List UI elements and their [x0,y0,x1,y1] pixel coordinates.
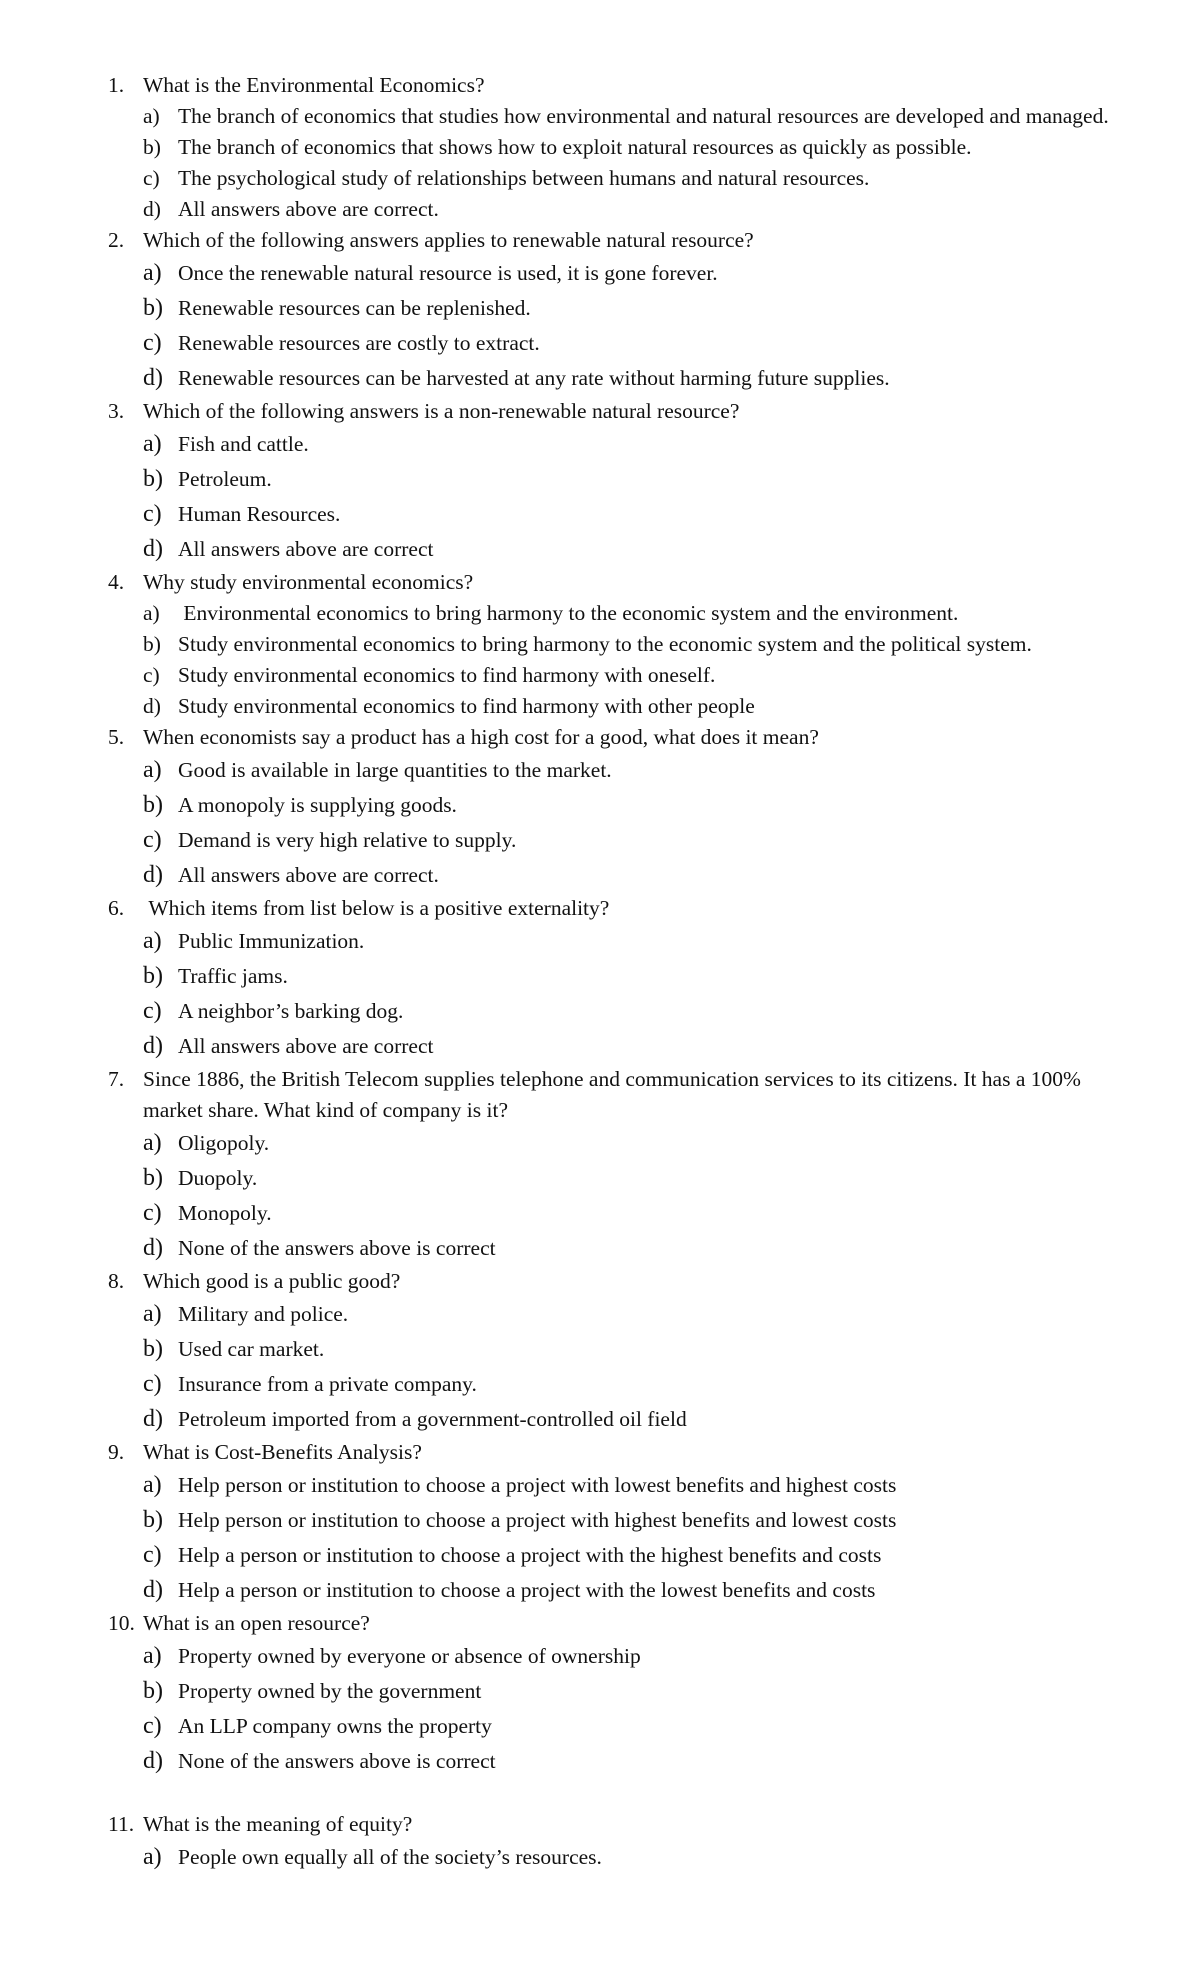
option-b [143,1503,1138,1538]
option-text: All answers above are correct [178,1034,434,1058]
option-text: Help a person or institution to choose a project with the highest benefits and costs [178,1543,882,1567]
option-text: None of the answers above is correct [178,1749,496,1773]
options-list [108,256,1138,396]
option-letter: d) [143,197,161,221]
question-line [108,1437,1138,1468]
option-text: Insurance from a private company. [178,1372,477,1396]
option-letter: b) [143,1336,163,1362]
question-line [108,567,1138,598]
option-c [143,1538,1138,1573]
question-number: 6. [108,896,125,920]
option-letter: c) [143,330,162,356]
option-d [143,691,1138,722]
option-letter: a) [143,1301,162,1327]
option-a [143,427,1138,462]
option-letter: b) [143,466,163,492]
option-letter: c) [143,663,160,687]
option-b [143,291,1138,326]
option-a [143,101,1138,132]
option-b [143,1332,1138,1367]
option-d [143,532,1138,567]
option-b [143,629,1138,660]
option-c [143,497,1138,532]
question-text: Which items from list below is a positive externality? [143,896,610,920]
option-text: Once the renewable natural resource is used, it is gone forever. [178,261,718,285]
question-4 [108,567,1138,722]
option-text: Help person or institution to choose a project with highest benefits and lowest costs [178,1508,897,1532]
options-list [108,924,1138,1064]
question-number: 8. [108,1269,125,1293]
option-letter: c) [143,1542,162,1568]
option-text: Help a person or institution to choose a project with the lowest benefits and costs [178,1578,876,1602]
option-text: Help person or institution to choose a project with lowest benefits and highest costs [178,1473,897,1497]
option-text: Military and police. [178,1302,349,1326]
option-d [143,1744,1138,1779]
question-number: 5. [108,725,125,749]
option-text: The branch of economics that studies how environmental and natural resources are developed and managed. [178,104,1109,128]
option-letter: d) [143,1033,163,1059]
question-line [108,1809,1138,1840]
option-letter: a) [143,1472,162,1498]
option-a [143,1840,1138,1875]
option-text: Fish and cattle. [178,432,309,456]
question-number: 3. [108,399,125,423]
option-c [143,163,1138,194]
option-d [143,194,1138,225]
option-letter: b) [143,295,163,321]
option-text: Renewable resources can be harvested at any rate without harming future supplies. [178,366,890,390]
options-list [108,1126,1138,1266]
option-letter: d) [143,1406,163,1432]
option-letter: b) [143,1165,163,1191]
question-text: What is Cost-Benefits Analysis? [143,1440,422,1464]
question-9 [108,1437,1138,1608]
options-list [108,427,1138,567]
option-a [143,1639,1138,1674]
question-8 [108,1266,1138,1437]
option-text: Renewable resources can be replenished. [178,296,531,320]
option-b [143,1161,1138,1196]
option-letter: c) [143,1200,162,1226]
option-letter: b) [143,1507,163,1533]
option-text: Demand is very high relative to supply. [178,828,517,852]
option-c [143,1709,1138,1744]
option-text: All answers above are correct [178,537,434,561]
option-letter: c) [143,827,162,853]
option-c [143,1196,1138,1231]
option-letter: b) [143,135,161,159]
option-d [143,1573,1138,1608]
option-text: Study environmental economics to bring harmony to the economic system and the political system. [178,632,1032,656]
question-10 [108,1608,1138,1779]
option-c [143,326,1138,361]
question-1 [108,70,1138,225]
option-text: A neighbor’s barking dog. [178,999,404,1023]
option-text: Traffic jams. [178,964,288,988]
question-text: Which of the following answers applies to renewable natural resource? [143,228,754,252]
question-text: What is the meaning of equity? [143,1812,413,1836]
quiz-document [108,70,1138,1875]
option-letter: b) [143,792,163,818]
options-list [108,101,1138,225]
option-b [143,788,1138,823]
option-d [143,361,1138,396]
question-7 [108,1064,1138,1266]
option-letter: c) [143,1371,162,1397]
question-5 [108,722,1138,893]
option-c [143,660,1138,691]
option-a [143,753,1138,788]
question-line [108,1064,1138,1126]
option-text: Duopoly. [178,1166,258,1190]
option-letter: a) [143,1130,162,1156]
option-b [143,959,1138,994]
question-text: When economists say a product has a high cost for a good, what does it mean? [143,725,819,749]
option-text: Oligopoly. [178,1131,270,1155]
option-b [143,132,1138,163]
option-letter: a) [143,431,162,457]
option-text: Human Resources. [178,502,341,526]
question-text: Since 1886, the British Telecom supplies telephone and communication services to its citizens. It has a 100% market share. What kind of company is it? [143,1067,1087,1122]
option-text: Used car market. [178,1337,325,1361]
option-d [143,1029,1138,1064]
question-text: What is an open resource? [143,1611,370,1635]
question-line [108,722,1138,753]
option-a [143,256,1138,291]
option-text: None of the answers above is correct [178,1236,496,1260]
option-a [143,1126,1138,1161]
option-text: People own equally all of the society’s resources. [178,1845,602,1869]
option-text: Study environmental economics to find harmony with other people [178,694,755,718]
option-letter: d) [143,365,163,391]
question-line [108,893,1138,924]
option-text: Good is available in large quantities to the market. [178,758,612,782]
option-text: All answers above are correct. [178,863,439,887]
option-letter: a) [143,601,160,625]
options-list [108,598,1138,722]
option-text: An LLP company owns the property [178,1714,492,1738]
question-number: 7. [108,1067,125,1091]
question-line [108,70,1138,101]
option-text: Petroleum. [178,467,272,491]
question-line [108,225,1138,256]
option-text: Property owned by the government [178,1679,482,1703]
option-text: Environmental economics to bring harmony to the economic system and the environment. [178,601,959,625]
question-number: 2. [108,228,125,252]
option-letter: d) [143,694,161,718]
question-line [108,1266,1138,1297]
option-d [143,1231,1138,1266]
option-text: The psychological study of relationships between humans and natural resources. [178,166,870,190]
option-letter: b) [143,1678,163,1704]
option-c [143,823,1138,858]
option-text: All answers above are correct. [178,197,439,221]
question-gap [108,1779,1138,1809]
options-list [108,1639,1138,1779]
option-text: Monopoly. [178,1201,272,1225]
option-letter: d) [143,1577,163,1603]
option-text: Public Immunization. [178,929,365,953]
option-letter: a) [143,1643,162,1669]
question-3 [108,396,1138,567]
option-text: The branch of economics that shows how to exploit natural resources as quickly as possible. [178,135,972,159]
question-11 [108,1809,1138,1875]
question-number: 11. [108,1812,135,1836]
options-list [108,753,1138,893]
question-text: What is the Environmental Economics? [143,73,485,97]
option-letter: c) [143,1713,162,1739]
option-d [143,858,1138,893]
option-letter: b) [143,632,161,656]
option-letter: a) [143,757,162,783]
options-list [108,1840,1138,1875]
option-text: Property owned by everyone or absence of ownership [178,1644,641,1668]
option-letter: d) [143,1235,163,1261]
option-letter: a) [143,928,162,954]
option-letter: a) [143,260,162,286]
option-text: A monopoly is supplying goods. [178,793,457,817]
option-letter: d) [143,1748,163,1774]
option-a [143,1297,1138,1332]
question-text: Which of the following answers is a non-renewable natural resource? [143,399,740,423]
option-a [143,598,1138,629]
option-text: Study environmental economics to find harmony with oneself. [178,663,716,687]
option-letter: c) [143,166,160,190]
option-letter: a) [143,104,160,128]
option-text: Petroleum imported from a government-controlled oil field [178,1407,687,1431]
question-number: 9. [108,1440,125,1464]
option-letter: d) [143,862,163,888]
question-line [108,1608,1138,1639]
option-c [143,1367,1138,1402]
option-letter: d) [143,536,163,562]
question-6 [108,893,1138,1064]
question-text: Why study environmental economics? [143,570,474,594]
option-letter: b) [143,963,163,989]
question-number: 10. [108,1611,135,1635]
option-letter: c) [143,501,162,527]
question-text: Which good is a public good? [143,1269,401,1293]
option-text: Renewable resources are costly to extract. [178,331,540,355]
options-list [108,1297,1138,1437]
question-2 [108,225,1138,396]
option-b [143,462,1138,497]
option-c [143,994,1138,1029]
question-line [108,396,1138,427]
option-d [143,1402,1138,1437]
option-letter: a) [143,1844,162,1870]
option-letter: c) [143,998,162,1024]
options-list [108,1468,1138,1608]
question-number: 1. [108,73,125,97]
option-a [143,1468,1138,1503]
option-a [143,924,1138,959]
option-b [143,1674,1138,1709]
question-number: 4. [108,570,125,594]
